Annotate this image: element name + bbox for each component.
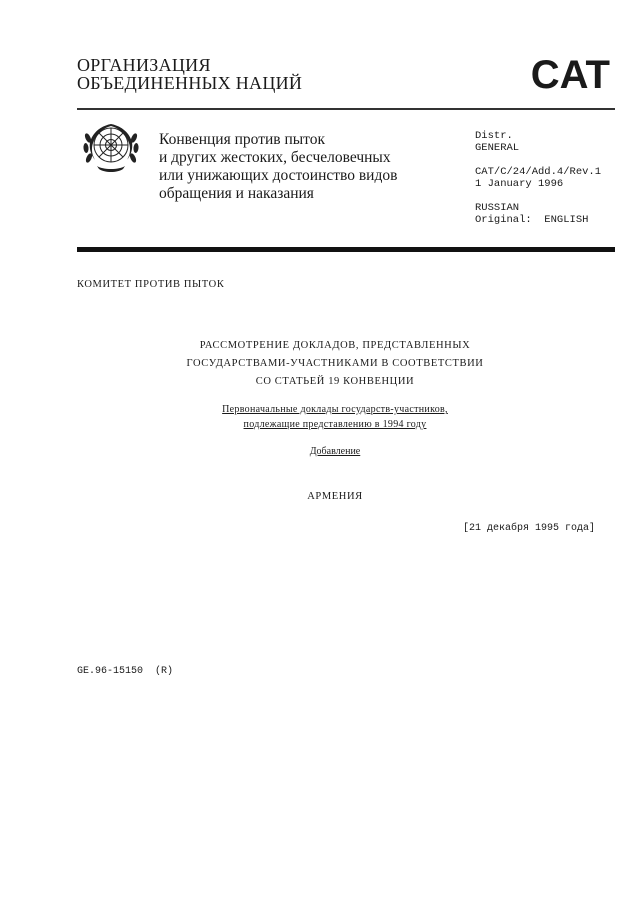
distribution-block <box>475 130 601 226</box>
report-date: [21 декабря 1995 года] <box>463 523 596 534</box>
header-divider <box>77 108 615 110</box>
convention-title-line3: или унижающих достоинство видов <box>159 167 398 184</box>
organization-name <box>77 56 302 92</box>
document-title <box>100 337 570 391</box>
document-title-line1: РАССМОТРЕНИЕ ДОКЛАДОВ, ПРЕДСТАВЛЕННЫХ <box>199 340 471 351</box>
original-language: Original: ENGLISH <box>475 214 589 226</box>
document-symbol: CAT/C/24/Add.4/Rev.1 <box>475 166 602 178</box>
document-subtitle-line2: подлежащие представлению в 1994 году <box>243 419 427 430</box>
country-name: АРМЕНИЯ <box>307 491 363 502</box>
convention-title <box>159 131 397 203</box>
addendum-label: Добавление <box>309 446 361 457</box>
document-language: RUSSIAN <box>475 202 520 214</box>
document-date: 1 January 1996 <box>475 178 564 190</box>
document-subtitle <box>100 402 570 432</box>
organization-name-line1: ОРГАНИЗАЦИЯ <box>77 55 211 75</box>
document-title-line3: СО СТАТЬЕЙ 19 КОНВЕНЦИИ <box>255 376 415 387</box>
document-title-line2: ГОСУДАРСТВАМИ-УЧАСТНИКАМИ В СООТВЕТСТВИИ <box>186 358 484 369</box>
document-subtitle-line1: Первоначальные доклады государств-участников, <box>222 404 448 415</box>
convention-title-line4: обращения и наказания <box>159 185 314 202</box>
header-bottom-rule <box>77 247 615 252</box>
organization-name-line2: ОБЪЕДИНЕННЫХ НАЦИЙ <box>77 73 303 93</box>
convention-title-line1: Конвенция против пыток <box>159 131 326 148</box>
distribution-label: Distr. <box>475 130 513 142</box>
convention-title-line2: и других жестоких, бесчеловечных <box>159 149 391 166</box>
un-emblem-icon <box>79 118 143 178</box>
distribution-type: GENERAL <box>475 142 520 154</box>
document-series-symbol: CAT <box>530 53 610 97</box>
job-number: GE.96-15150 (R) <box>77 666 174 677</box>
committee-name: КОМИТЕТ ПРОТИВ ПЫТОК <box>77 279 225 290</box>
